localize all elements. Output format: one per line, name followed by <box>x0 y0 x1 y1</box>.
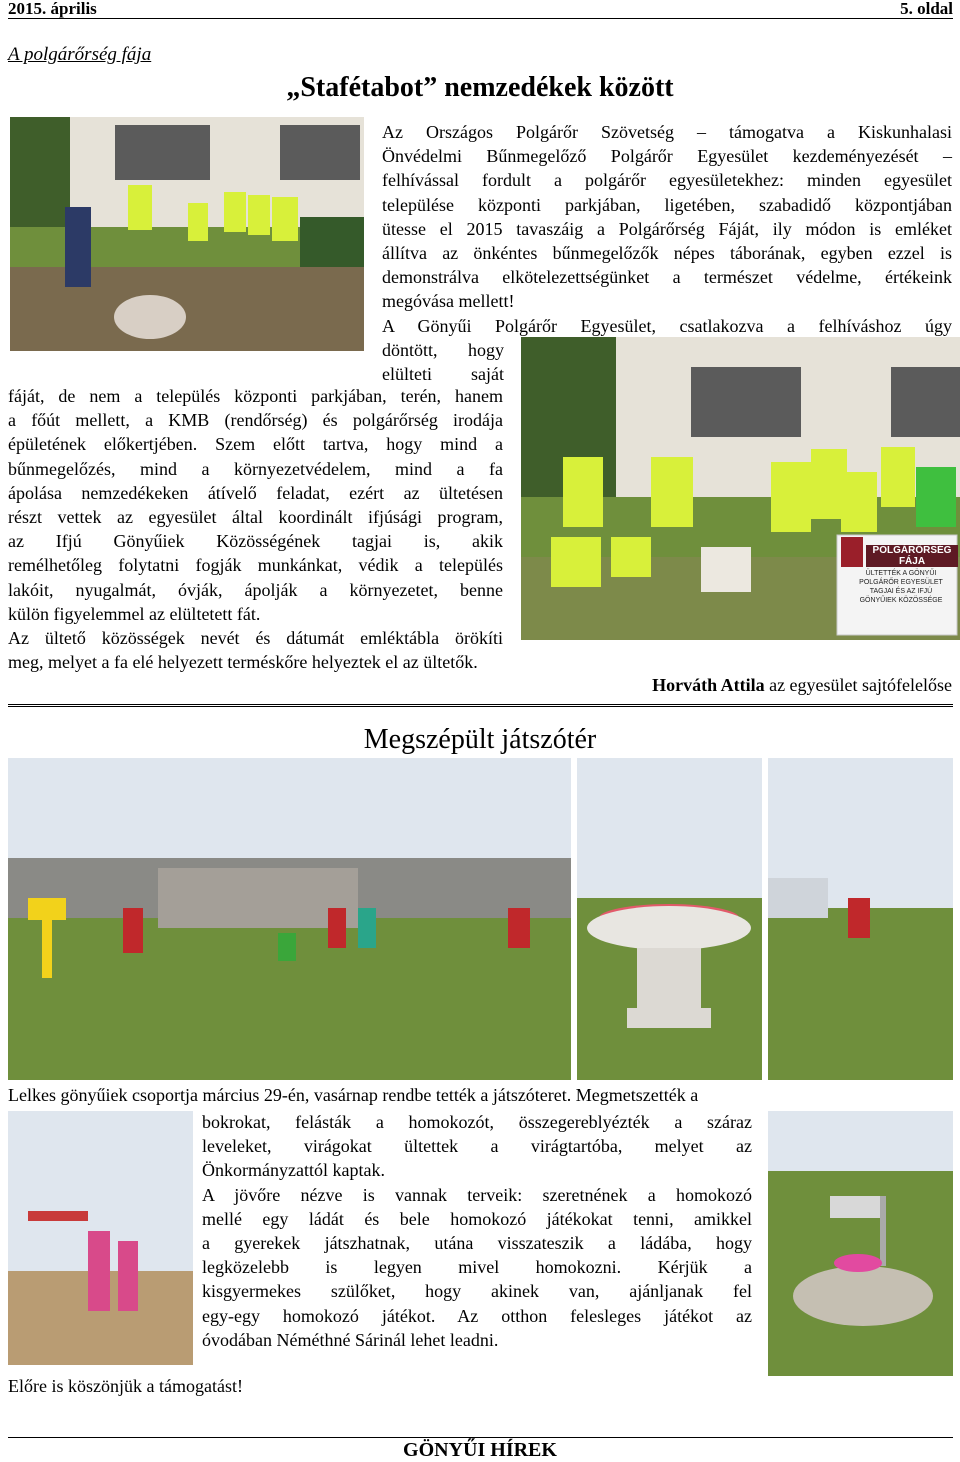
text-line: ápolása nemzedékeken átívelő feladat, ezért az ültetésen <box>8 482 503 503</box>
text-line: felhívással fordult a polgárőr egyesületekhez: minden egyesület <box>382 170 952 191</box>
section-label: A polgárőrség fája <box>8 44 152 65</box>
text-line: egy-egy homokozó játékot. Az otthon felesleges játékot az <box>202 1305 752 1326</box>
sign-title: POLGÁRŐRSÉG FÁJA <box>866 545 958 567</box>
article1-text-bottom <box>8 384 503 674</box>
author-name: Horváth Attila <box>652 675 765 695</box>
article1-author <box>652 675 952 696</box>
text-line: óvodában Néméthné Sárinál lehet leadni. <box>202 1329 499 1350</box>
article2-thanks: Előre is köszönjük a támogatást! <box>8 1376 243 1396</box>
newspaper-name: GÖNYŰI HÍREK <box>403 1439 557 1461</box>
text-line: megóvása mellett! <box>382 291 515 312</box>
article2-caption: Lelkes gönyűiek csoportja március 29-én, vasárnap rendbe tették a játszóteret. Megmetszették a <box>8 1085 699 1105</box>
text-line: épületének előkertjében. Szem előtt tartva, hogy mind a <box>8 434 503 455</box>
text-line: legközelebb is legyen mivel homokozni. Kérjük a <box>202 1257 752 1278</box>
text-line: a főút mellett, a KMB (rendőrség) és polgárőrség irodája <box>8 410 503 431</box>
text-line: A jövőre nézve is vannak terveik: szeretnének a homokozó <box>202 1184 752 1205</box>
text-line: bűnmegelőzés, mind a környezetvédelem, mind a fa <box>8 458 503 479</box>
text-line: meg, melyet a fa elé helyezett terméskőre helyeztek el az ültetők. <box>8 652 478 673</box>
article2-text <box>202 1110 752 1352</box>
photo-playground-cleanup <box>8 758 571 1080</box>
issue-date: 2015. április <box>8 0 97 18</box>
author-role: az egyesület sajtófelelőse <box>764 675 952 695</box>
text-line: Az ültető közösségek nevét és dátumát emléktábla örökíti <box>8 628 503 649</box>
header-rule <box>8 18 953 19</box>
text-line: döntött, hogy <box>382 340 504 360</box>
text-line: Az Országos Polgárőr Szövetség – támogatva a Kiskunhalasi <box>382 122 952 142</box>
text-line: kisgyermekes szülőket, hogy akinek van, ajánljanak fel <box>202 1281 752 1302</box>
section-divider <box>8 704 953 707</box>
page-number: 5. oldal <box>900 0 953 18</box>
text-line: a gyerekek játszhatnak, utána visszateszik a ládába, hogy <box>202 1233 752 1254</box>
text-line: remélhetőleg folytatni fogják munkánkat, védik a település <box>8 555 503 576</box>
text-line: A Gönyűi Polgárőr Egyesület, csatlakozva a felhíváshoz úgy <box>382 315 952 336</box>
article2-title: Megszépült játszótér <box>363 724 597 755</box>
text-line: bokrokat, felásták a homokozót, összegereblyézték a száraz <box>202 1112 752 1132</box>
page-header <box>8 0 953 18</box>
sign-text: ÜLTETTÉK A GÖNYŰI POLGÁRŐR EGYESÜLET TAGJAI ÉS AZ IFJÚ GÖNYŰIEK KÖZÖSSÉGE <box>859 570 943 604</box>
text-line: demonstrálva elkötelezettségünket a természet védelme, értékeink <box>382 267 952 288</box>
photo-flowerbed <box>768 1111 953 1376</box>
text-line: települése központi parkjában, ligetében, szabadidő központjában <box>382 194 952 215</box>
photo-kids-sandbox <box>8 1111 193 1365</box>
text-line: ütesse el 2015 tavaszáig a Polgárőrség Fáját, ily módon is emléket <box>382 218 952 239</box>
photo-raking <box>768 758 953 1080</box>
footer-rule <box>8 1437 953 1438</box>
text-line: részt vettek az egyesület által koordinált ifjúsági program, <box>8 507 503 528</box>
article1-title: „Stafétabot” nemzedékek között <box>286 72 674 103</box>
text-line: leveleket, virágokat ültettek a virágtartóba, melyet az <box>202 1136 752 1157</box>
text-line: fáját, de nem a település központi parkjában, terén, hanem <box>8 386 503 406</box>
text-line: az Ifjú Gönyűiek Közösségének tagjai is, akik <box>8 531 503 552</box>
text-line: állítva az önkéntes bűnmegelőzők népes táborának, egyben ezzel is <box>382 243 952 264</box>
article1-text-top <box>382 120 952 338</box>
photo-group-with-sign <box>521 337 960 640</box>
text-line: elülteti saját <box>382 364 504 385</box>
photo-flower-planter <box>577 758 762 1080</box>
article1-text-mid <box>382 338 504 386</box>
text-line: Önvédelmi Bűnmegelőző Polgárőr Egyesület kezdeményezését – <box>382 146 952 167</box>
text-line: lakóit, nyugalmát, óvják, ápolják a környezetet, benne <box>8 579 503 600</box>
text-line: mellé egy ládát és bele homokozó játékokat tenni, amikkel <box>202 1208 752 1229</box>
text-line: Önkormányzattól kaptak. <box>202 1160 385 1181</box>
text-line: külön figyelemmel az elültetett fát. <box>8 603 261 624</box>
photo-tree-planting <box>10 117 364 351</box>
